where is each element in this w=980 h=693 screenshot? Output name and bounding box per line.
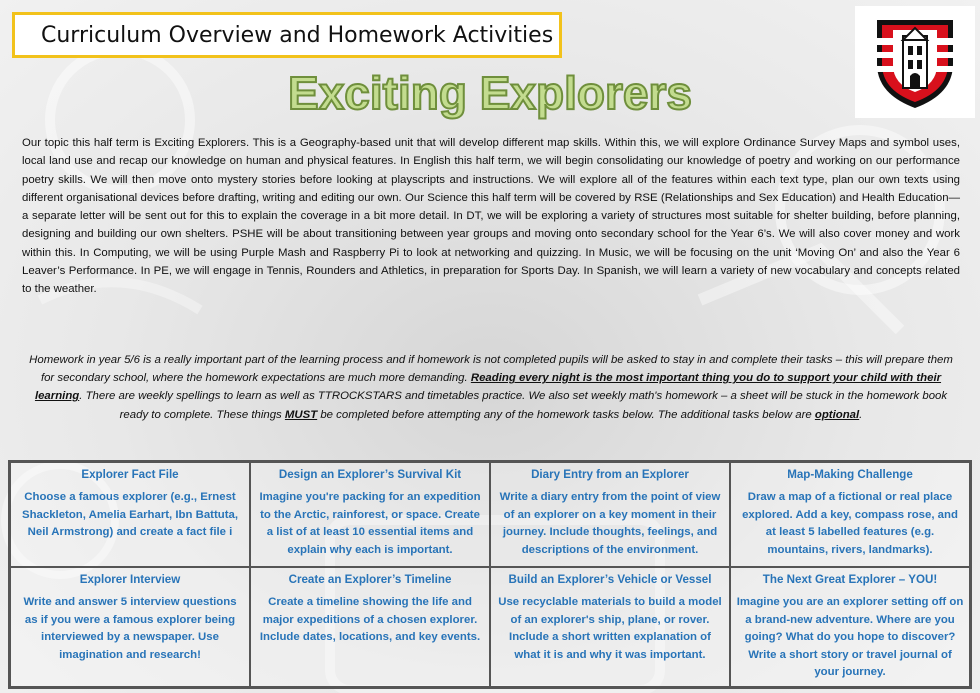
task-description: Write a diary entry from the point of view of an explorer on a key moment in their journey. Include thoughts, feelings, and descriptions of the environment. — [499, 491, 721, 556]
task-cell — [250, 567, 490, 687]
task-cell — [490, 462, 730, 567]
topic-title-label: Exciting Explorers — [288, 67, 692, 119]
task-cell — [730, 462, 970, 567]
optional-emphasis: optional — [814, 408, 860, 421]
task-title: Build an Explorer’s Vehicle or Vessel — [508, 573, 712, 586]
task-description: Choose a famous explorer (e.g., Ernest Shackleton, Amelia Earhart, Ibn Battuta, Neil Armstrong) and create a fact file i — [21, 491, 239, 539]
task-title: Diary Entry from an Explorer — [531, 468, 689, 481]
task-title: Explorer Fact File — [81, 468, 179, 481]
homework-task-grid — [8, 460, 972, 689]
task-cell — [730, 567, 970, 687]
topic-title-text — [250, 66, 730, 122]
homework-text-part1: Homework in year 5/6 is a really important part of the learning process and if homework is not completed pupils will be asked to stay in and complete their tasks – this will prepare them for secondary school, where the homework expectations are much more demanding. — [29, 354, 953, 385]
homework-paragraph — [22, 351, 960, 424]
task-title: The Next Great Explorer – YOU! — [762, 573, 938, 586]
page-header — [12, 12, 562, 58]
task-description: Imagine you're packing for an expedition to the Arctic, rainforest, or space. Create a list of at least 10 essential items and explain why each is important. — [259, 491, 481, 556]
school-crest — [855, 6, 975, 118]
intro-paragraph: Our topic this half term is Exciting Explorers. This is a Geography-based unit that will develop different map skills. Within this, we will explore Ordinance Survey Maps and symbol uses, local land use and recap our knowledge on human and physical features. In English this half term, we will begin consolidating our knowledge of poetry and working on our performance poetry skills. We will then move onto mystery stories before looking at playscripts and instructions. We will explore all of the features within each text type, plan our own texts using different organisational devices before drafting, writing and editing our own. Our Science this half term will be covered by RSE (Relationships and Sex Education) and Health Education—a separate letter will be sent out for this to explain the coverage in a bit more detail. In DT, we will be exploring a variety of structures most suitable for shelter building, before planning, designing and building our own shelters. PSHE will be about transitioning between year groups and moving onto secondary school for the Year 6’s. We will also cover money and work within this. In Computing, we will be using Purple Mash and Raspberry Pi to look at networking and quizzing. In Music, we will be focusing on the unit ‘Moving On’ and also the Year 6 Leaver’s Performance. In PE, we will engage in Tennis, Rounders and Athletics, in preparation for Sports Day. In Spanish, we will learn a variety of new vocabulary and concepts related to the weather. — [22, 137, 960, 296]
must-emphasis: MUST — [284, 408, 318, 421]
task-description: Use recyclable materials to build a model of an explorer's ship, plane, or rover. Include a short written explanation of what it is and why it was important. — [498, 596, 722, 661]
task-cell — [490, 567, 730, 687]
task-title: Design an Explorer’s Survival Kit — [278, 468, 462, 481]
reading-emphasis: Reading every night is the most important thing you do to support your child with their learning — [34, 372, 942, 403]
task-cell — [10, 567, 250, 687]
header-title: Curriculum Overview and Homework Activities — [41, 22, 554, 48]
task-title: Explorer Interview — [79, 573, 181, 586]
school-crest-icon — [863, 10, 967, 114]
task-description: Draw a map of a fictional or real place explored. Add a key, compass rose, and at least 5 labelled features (e.g. mountains, rivers, landmarks). — [742, 491, 958, 556]
homework-text-part3: be completed before attempting any of the homework tasks below. The additional tasks below are — [317, 408, 815, 421]
task-title: Map-Making Challenge — [787, 468, 913, 481]
task-cell — [250, 462, 490, 567]
task-description: Create a timeline showing the life and major expeditions of a chosen explorer. Include dates, locations, and key events. — [259, 596, 481, 644]
task-title: Create an Explorer’s Timeline — [288, 573, 452, 586]
task-cell — [10, 462, 250, 567]
homework-text-part2: . There are weekly spellings to learn as well as TTROCKSTARS and timetables practice. We also set weekly math's homework – a sheet will be stuck in the homework book ready to complete. These things — [79, 390, 948, 421]
homework-text-part4: . — [859, 408, 863, 421]
topic-title — [250, 66, 730, 122]
task-description: Write and answer 5 interview questions as if you were a famous explorer being interviewed by a newspaper. Use imagination and research! — [23, 596, 237, 661]
task-description: Imagine you are an explorer setting off on a brand-new adventure. Where are you going? What do you hope to discover? Write a short story or travel journal of your journey. — [736, 596, 964, 679]
